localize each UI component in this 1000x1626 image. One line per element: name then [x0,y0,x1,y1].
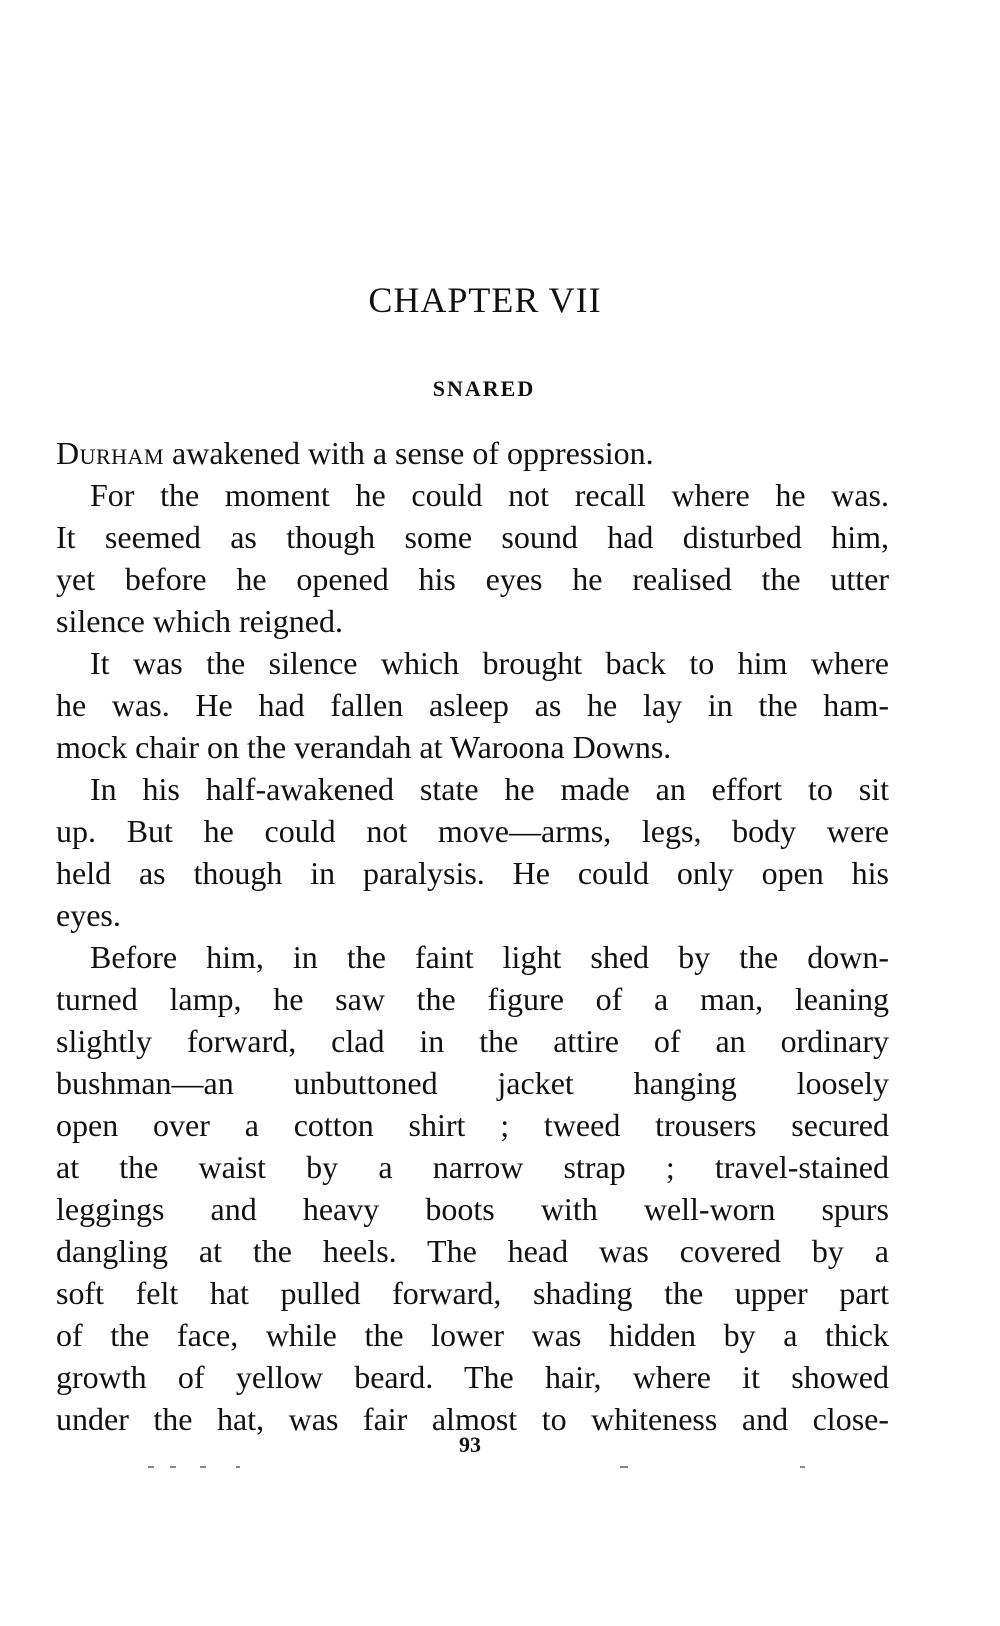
scan-mark [148,1466,154,1468]
text-line: under the hat, was fair almost to whiteness and close- [56,1401,889,1437]
text-line: silence which reigned. [56,603,343,639]
text-line: soft felt hat pulled forward, shading the upper part [56,1275,889,1311]
text-line: open over a cotton shirt ; tweed trousers secured [56,1107,889,1143]
scan-mark [800,1466,805,1468]
text-line: up. But he could not move—arms, legs, body were [56,813,889,849]
scan-mark [236,1466,240,1468]
text-line: Before him, in the faint light shed by the down- [90,939,889,975]
text-line-content: awakened with a sense of oppression. [164,435,654,471]
page-number: 93 [459,1432,481,1457]
chapter-subtitle: SNARED [432,376,536,401]
text-line: yet before he opened his eyes he realised the utter [56,561,889,597]
body-text [56,432,889,1440]
text-line: For the moment he could not recall where he was. [90,477,889,513]
text-line: he was. He had fallen asleep as he lay in the ham- [56,687,889,723]
text-line: In his half-awakened state he made an effort to sit [90,771,889,807]
text-line: turned lamp, he saw the figure of a man, leaning [56,981,889,1017]
scan-mark [620,1466,628,1468]
scan-mark [170,1466,176,1468]
text-line: It seemed as though some sound had disturbed him, [56,519,889,555]
text-line: bushman—an unbuttoned jacket hanging loosely [56,1065,889,1101]
chapter-lead-word: Durham [56,435,165,471]
text-line: It was the silence which brought back to him where [90,645,889,681]
text-line: leggings and heavy boots with well-worn spurs [56,1191,889,1227]
text-line: slightly forward, clad in the attire of an ordinary [56,1023,889,1059]
text-line: of the face, while the lower was hidden by a thick [56,1317,889,1353]
text-line: eyes. [56,897,121,933]
text-line: held as though in paralysis. He could only open his [56,855,889,891]
text-line: at the waist by a narrow strap ; travel-stained [56,1149,889,1185]
text-line [56,432,889,474]
chapter-title: CHAPTER VII [368,280,602,320]
text-line: growth of yellow beard. The hair, where it showed [56,1359,889,1395]
scan-mark [200,1466,206,1468]
text-line: dangling at the heels. The head was covered by a [56,1233,889,1269]
text-line: mock chair on the verandah at Waroona Downs. [56,729,672,765]
